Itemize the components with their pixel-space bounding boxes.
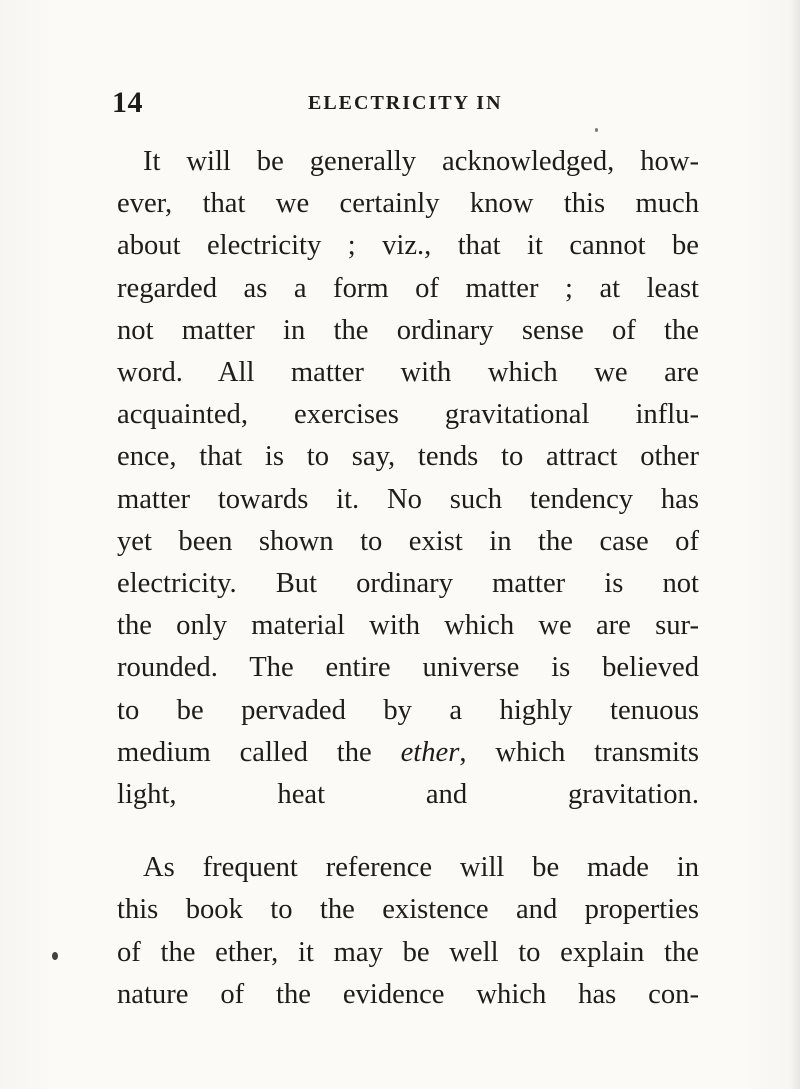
running-head: ELECTRICITY IN (308, 92, 503, 114)
paragraph-1-line-6: word. All matter with which we are (117, 357, 699, 389)
page-header (112, 86, 704, 120)
paragraph-2-line-4: nature of the evidence which has con- (117, 978, 699, 1010)
paragraph-1-line-10: yet been shown to exist in the case of (117, 525, 699, 557)
paragraph-1-line-5: not matter in the ordinary sense of the (117, 314, 699, 346)
paragraph-2 (117, 847, 699, 1016)
print-speck-top (595, 128, 598, 132)
body-text (117, 141, 699, 1016)
print-speck-bottom (52, 952, 58, 960)
paragraph-1-line-8: ence, that is to say, tends to attract other (117, 441, 699, 473)
paragraph-1 (117, 141, 699, 816)
paragraph-1-line-2: ever, that we certainly know this much (117, 188, 699, 220)
paragraph-1-line-15-start: medium called the (117, 736, 401, 768)
paragraph-1-line-11: electricity. But ordinary matter is not (117, 568, 699, 600)
paragraph-1-line-13: rounded. The entire universe is believed (117, 652, 699, 684)
page-number: 14 (112, 86, 143, 119)
paragraph-1-line-15-end: , which transmits (459, 736, 699, 768)
paragraph-2-line-2: this book to the existence and properties (117, 894, 699, 926)
page-edge-shadow (790, 0, 800, 1089)
paragraph-1-line-1: It will be generally acknowledged, how- (143, 146, 699, 177)
paragraph-1-line-16: light, heat and gravitation. (117, 779, 699, 811)
paragraph-1-line-4: regarded as a form of matter ; at least (117, 272, 699, 304)
paragraph-1-line-12: the only material with which we are sur- (117, 610, 699, 642)
paragraph-2-line-1: As frequent reference will be made in (143, 852, 699, 884)
paragraph-1-line-3: about electricity ; viz., that it cannot be (117, 230, 699, 262)
paragraph-1-line-7: acquainted, exercises gravitational influ- (117, 399, 699, 431)
paragraph-1-line-9: matter towards it. No such tendency has (117, 483, 699, 515)
ether-italic-word: ether (400, 736, 460, 768)
paragraph-1-line-14: to be pervaded by a highly tenuous (117, 694, 699, 726)
paragraph-2-line-3: of the ether, it may be well to explain the (117, 936, 699, 968)
